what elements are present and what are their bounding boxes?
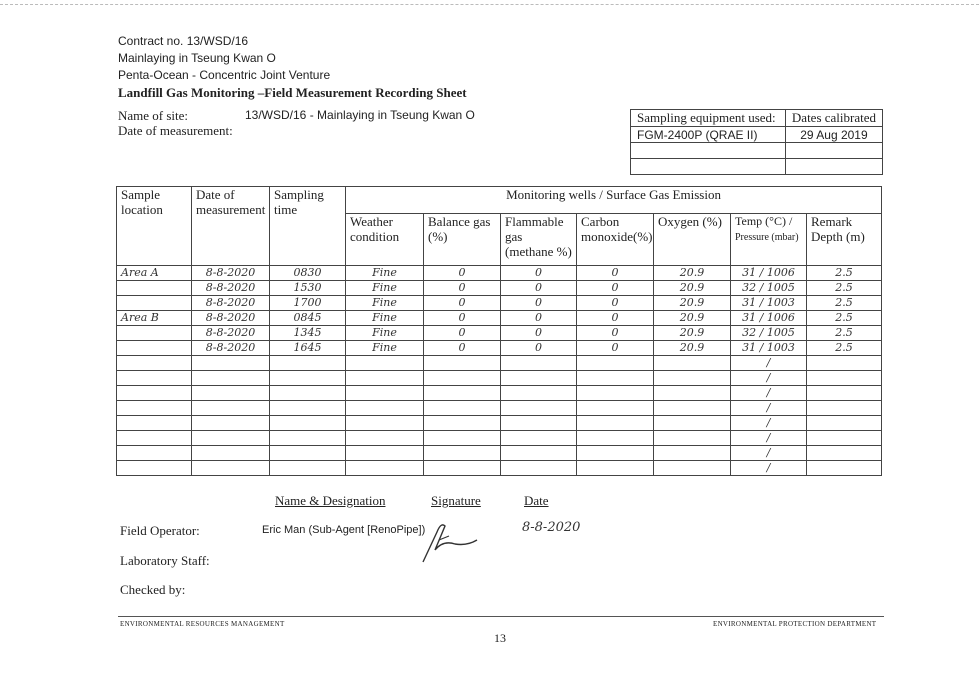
cell-depth <box>807 461 882 476</box>
table-row <box>117 431 882 446</box>
cell-flammable-gas: 0 <box>501 341 577 356</box>
cell-depth: 2.5 <box>807 341 882 356</box>
table-row <box>117 311 882 326</box>
cell-oxygen <box>654 401 731 416</box>
cell-carbon-monoxide <box>577 356 654 371</box>
cell-measurement-date: 8-8-2020 <box>192 326 270 341</box>
cell-sample-location <box>117 326 192 341</box>
cell-carbon-monoxide: 0 <box>577 341 654 356</box>
site-name-label: Name of site: <box>118 108 189 123</box>
cell-sampling-time: 1345 <box>270 326 346 341</box>
cell-depth: 2.5 <box>807 296 882 311</box>
col-temp-pressure <box>731 214 807 266</box>
cell-measurement-date <box>192 461 270 476</box>
equipment-blank-cell <box>785 143 882 159</box>
col-date: Date of measurement <box>192 187 270 266</box>
cell-carbon-monoxide: 0 <box>577 326 654 341</box>
checked-by-label: Checked by: <box>120 582 186 597</box>
cell-temp-pressure: 31 / 1006 <box>731 311 807 326</box>
cell-temp-pressure: / <box>731 416 807 431</box>
calibration-date: 29 Aug 2019 <box>785 127 882 143</box>
equipment-blank-cell <box>631 159 786 175</box>
cell-flammable-gas <box>501 356 577 371</box>
signature-header: Signature <box>431 493 481 508</box>
cell-depth <box>807 371 882 386</box>
cell-sample-location <box>117 356 192 371</box>
cell-sampling-time <box>270 356 346 371</box>
sheet-title: Landfill Gas Monitoring –Field Measurement Recording Sheet <box>118 85 467 100</box>
cell-oxygen <box>654 356 731 371</box>
table-row <box>117 371 882 386</box>
cell-weather <box>346 356 424 371</box>
cell-sampling-time <box>270 416 346 431</box>
cell-measurement-date: 8-8-2020 <box>192 341 270 356</box>
cell-temp-pressure: / <box>731 431 807 446</box>
cell-oxygen <box>654 461 731 476</box>
cell-weather <box>346 431 424 446</box>
col-balance-gas: Balance gas (%) <box>424 214 501 266</box>
cell-sampling-time: 1700 <box>270 296 346 311</box>
footer-rule <box>118 616 884 617</box>
col-depth-label: Depth (m) <box>811 229 865 245</box>
cell-sampling-time: 1530 <box>270 281 346 296</box>
cell-sample-location <box>117 296 192 311</box>
cell-sample-location <box>117 461 192 476</box>
cell-sampling-time <box>270 401 346 416</box>
cell-sample-location <box>117 401 192 416</box>
cell-weather <box>346 371 424 386</box>
table-row <box>117 356 882 371</box>
equipment-blank-cell <box>785 159 882 175</box>
site-name-value: 13/WSD/16 - Mainlaying in Tseung Kwan O <box>245 108 475 122</box>
cell-temp-pressure: 32 / 1005 <box>731 326 807 341</box>
footer-left: ENVIRONMENTAL RESOURCES MANAGEMENT <box>120 620 285 628</box>
cell-oxygen <box>654 431 731 446</box>
cell-weather <box>346 401 424 416</box>
cell-weather: Fine <box>346 296 424 311</box>
table-row <box>117 341 882 356</box>
cell-weather <box>346 416 424 431</box>
cell-depth <box>807 416 882 431</box>
cell-sampling-time <box>270 446 346 461</box>
cell-flammable-gas <box>501 386 577 401</box>
cell-balance-gas <box>424 416 501 431</box>
cell-flammable-gas <box>501 371 577 386</box>
site-labels <box>118 108 233 138</box>
signature-mark <box>415 510 485 570</box>
contract-number: Contract no. 13/WSD/16 <box>118 34 249 48</box>
cell-depth <box>807 401 882 416</box>
cell-flammable-gas <box>501 446 577 461</box>
name-designation-header: Name & Designation <box>275 493 386 508</box>
cell-sample-location <box>117 446 192 461</box>
cell-oxygen: 20.9 <box>654 341 731 356</box>
cell-temp-pressure: / <box>731 386 807 401</box>
top-scan-line <box>0 4 979 5</box>
cell-oxygen: 20.9 <box>654 281 731 296</box>
cell-oxygen <box>654 371 731 386</box>
cell-sampling-time: 1645 <box>270 341 346 356</box>
cell-depth: 2.5 <box>807 281 882 296</box>
cell-sample-location <box>117 341 192 356</box>
calibration-header: Dates calibrated <box>785 110 882 127</box>
cell-sampling-time <box>270 371 346 386</box>
cell-carbon-monoxide <box>577 431 654 446</box>
cell-carbon-monoxide <box>577 446 654 461</box>
cell-sample-location <box>117 371 192 386</box>
cell-balance-gas: 0 <box>424 326 501 341</box>
cell-temp-pressure: / <box>731 371 807 386</box>
cell-balance-gas <box>424 371 501 386</box>
col-oxygen: Oxygen (%) <box>654 214 731 266</box>
measurement-table <box>116 186 882 476</box>
cell-oxygen: 20.9 <box>654 311 731 326</box>
col-sample-location: Sample location <box>117 187 192 266</box>
col-remark-depth <box>807 214 882 266</box>
cell-flammable-gas: 0 <box>501 281 577 296</box>
cell-carbon-monoxide <box>577 461 654 476</box>
cell-measurement-date <box>192 431 270 446</box>
cell-temp-pressure: / <box>731 461 807 476</box>
cell-weather: Fine <box>346 266 424 281</box>
cell-oxygen <box>654 446 731 461</box>
cell-flammable-gas <box>501 401 577 416</box>
cell-sample-location <box>117 416 192 431</box>
cell-depth <box>807 446 882 461</box>
cell-sample-location <box>117 431 192 446</box>
table-row <box>117 326 882 341</box>
cell-flammable-gas <box>501 431 577 446</box>
cell-temp-pressure: / <box>731 446 807 461</box>
date-header: Date <box>524 493 549 508</box>
cell-measurement-date: 8-8-2020 <box>192 266 270 281</box>
cell-temp-pressure: 31 / 1003 <box>731 296 807 311</box>
cell-carbon-monoxide: 0 <box>577 266 654 281</box>
col-flammable-gas: Flammable gas (methane %) <box>501 214 577 266</box>
cell-depth: 2.5 <box>807 311 882 326</box>
cell-oxygen: 20.9 <box>654 326 731 341</box>
cell-flammable-gas: 0 <box>501 326 577 341</box>
cell-weather: Fine <box>346 326 424 341</box>
table-row <box>117 266 882 281</box>
cell-flammable-gas <box>501 416 577 431</box>
cell-oxygen <box>654 416 731 431</box>
cell-carbon-monoxide: 0 <box>577 281 654 296</box>
col-group-monitoring: Monitoring wells / Surface Gas Emission <box>346 187 882 214</box>
cell-temp-pressure: 31 / 1006 <box>731 266 807 281</box>
cell-temp-pressure: / <box>731 356 807 371</box>
equipment-table <box>630 109 883 175</box>
cell-measurement-date <box>192 386 270 401</box>
cell-carbon-monoxide: 0 <box>577 311 654 326</box>
cell-weather: Fine <box>346 341 424 356</box>
cell-depth <box>807 431 882 446</box>
cell-temp-pressure: 31 / 1003 <box>731 341 807 356</box>
cell-depth <box>807 356 882 371</box>
field-operator-label: Field Operator: <box>120 523 200 538</box>
table-row <box>117 386 882 401</box>
document-header <box>118 33 467 101</box>
table-row <box>117 416 882 431</box>
table-row <box>117 461 882 476</box>
field-operator-name: Eric Man (Sub-Agent [RenoPipe]) <box>262 524 426 536</box>
cell-depth <box>807 386 882 401</box>
cell-depth: 2.5 <box>807 266 882 281</box>
cell-depth: 2.5 <box>807 326 882 341</box>
cell-balance-gas <box>424 386 501 401</box>
page-number: 13 <box>494 631 506 645</box>
cell-sample-location: Area A <box>117 266 192 281</box>
cell-sampling-time: 0830 <box>270 266 346 281</box>
cell-carbon-monoxide <box>577 401 654 416</box>
cell-weather <box>346 386 424 401</box>
col-carbon-monoxide: Carbon monoxide(%) <box>577 214 654 266</box>
cell-balance-gas: 0 <box>424 296 501 311</box>
cell-measurement-date <box>192 446 270 461</box>
cell-weather: Fine <box>346 281 424 296</box>
cell-sample-location <box>117 281 192 296</box>
measurement-date-label: Date of measurement: <box>118 123 233 138</box>
cell-carbon-monoxide <box>577 386 654 401</box>
cell-oxygen: 20.9 <box>654 266 731 281</box>
cell-flammable-gas: 0 <box>501 311 577 326</box>
col-remark-label: Remark <box>811 214 853 230</box>
cell-temp-pressure: / <box>731 401 807 416</box>
cell-sampling-time <box>270 431 346 446</box>
project-name: Mainlaying in Tseung Kwan O <box>118 51 276 65</box>
table-row <box>117 296 882 311</box>
table-row <box>117 401 882 416</box>
cell-balance-gas <box>424 356 501 371</box>
cell-measurement-date <box>192 356 270 371</box>
cell-balance-gas: 0 <box>424 266 501 281</box>
cell-carbon-monoxide <box>577 371 654 386</box>
col-weather: Weather condition <box>346 214 424 266</box>
col-pressure-label: Pressure (mbar) <box>735 232 799 244</box>
footer-right: ENVIRONMENTAL PROTECTION DEPARTMENT <box>713 620 877 628</box>
cell-sample-location <box>117 386 192 401</box>
cell-weather <box>346 461 424 476</box>
field-operator-date: 8-8-2020 <box>522 520 581 535</box>
cell-measurement-date <box>192 401 270 416</box>
cell-carbon-monoxide: 0 <box>577 296 654 311</box>
cell-flammable-gas: 0 <box>501 266 577 281</box>
table-row <box>117 446 882 461</box>
cell-sampling-time: 0845 <box>270 311 346 326</box>
cell-balance-gas <box>424 401 501 416</box>
cell-flammable-gas: 0 <box>501 296 577 311</box>
cell-sampling-time <box>270 386 346 401</box>
cell-balance-gas: 0 <box>424 311 501 326</box>
equipment-model: FGM-2400P (QRAE II) <box>631 127 786 143</box>
cell-balance-gas <box>424 461 501 476</box>
table-row <box>117 281 882 296</box>
cell-measurement-date: 8-8-2020 <box>192 296 270 311</box>
measurement-rows <box>117 266 882 476</box>
equipment-blank-cell <box>631 143 786 159</box>
col-temp-label: Temp (°C) / <box>735 214 793 229</box>
col-sampling-time: Sampling time <box>270 187 346 266</box>
cell-carbon-monoxide <box>577 416 654 431</box>
cell-balance-gas: 0 <box>424 281 501 296</box>
cell-balance-gas <box>424 446 501 461</box>
cell-oxygen <box>654 386 731 401</box>
cell-measurement-date <box>192 371 270 386</box>
cell-weather: Fine <box>346 311 424 326</box>
cell-sample-location: Area B <box>117 311 192 326</box>
cell-measurement-date <box>192 416 270 431</box>
lab-staff-label: Laboratory Staff: <box>120 553 210 568</box>
cell-temp-pressure: 32 / 1005 <box>731 281 807 296</box>
cell-measurement-date: 8-8-2020 <box>192 311 270 326</box>
cell-balance-gas: 0 <box>424 341 501 356</box>
cell-flammable-gas <box>501 461 577 476</box>
cell-oxygen: 20.9 <box>654 296 731 311</box>
equipment-header: Sampling equipment used: <box>631 110 786 127</box>
cell-measurement-date: 8-8-2020 <box>192 281 270 296</box>
contractor-name: Penta-Ocean - Concentric Joint Venture <box>118 68 331 82</box>
cell-sampling-time <box>270 461 346 476</box>
cell-balance-gas <box>424 431 501 446</box>
cell-weather <box>346 446 424 461</box>
